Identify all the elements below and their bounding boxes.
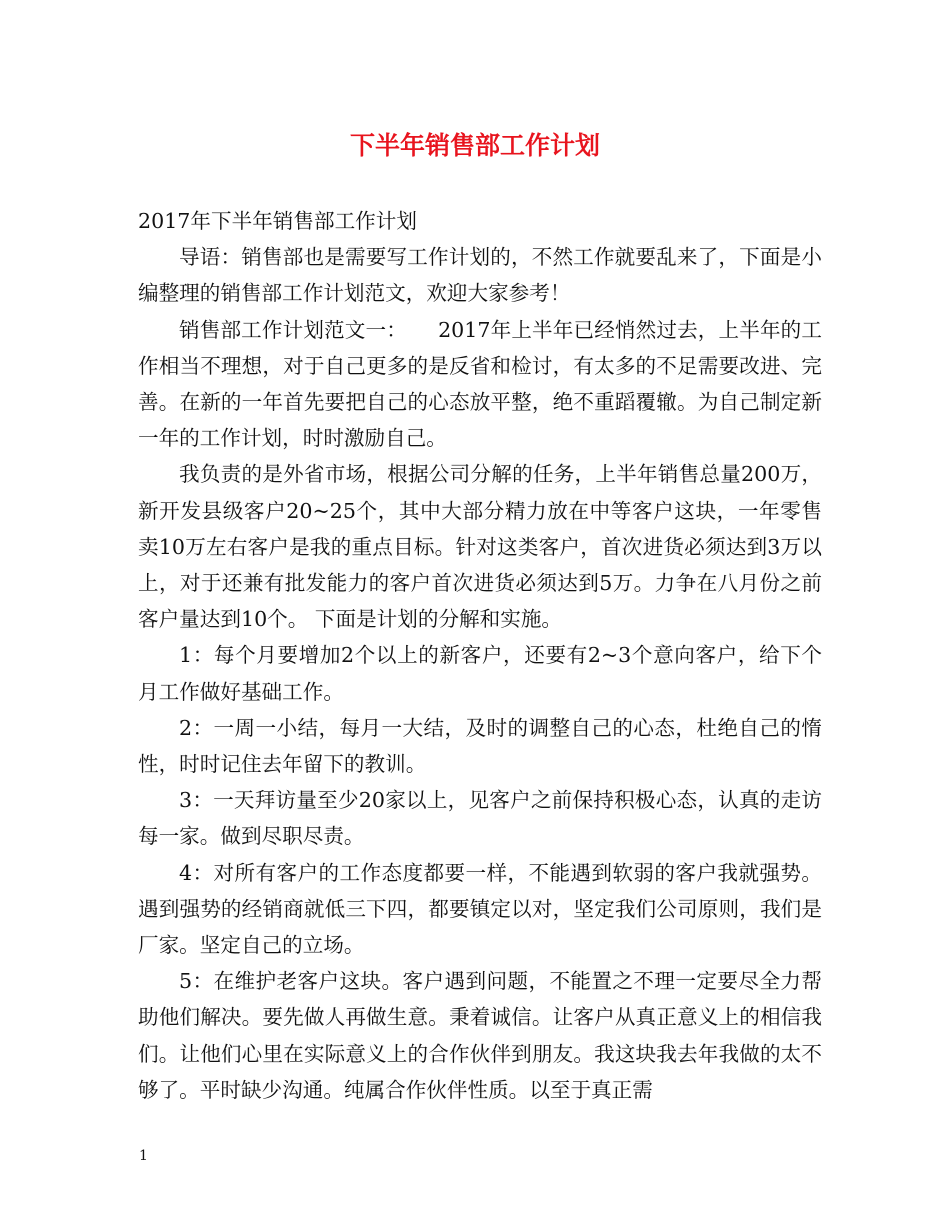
- plan-item-4: 4：对所有客户的工作态度都要一样，不能遇到软弱的客户我就强势。遇到强势的经销商就低三下四，都要镇定以对，坚定我们公司原则，我们是厂家。坚定自己的立场。: [138, 860, 822, 958]
- plan-item-5: 5：在维护老客户这块。客户遇到问题，不能置之不理一定要尽全力帮助他们解决。要先做人再做生意。秉着诚信。让客户从真正意义上的相信我们。让他们心里在实际意义上的合作伙伴到朋友。我这块我去年我做的太不够了。平时缺少沟通。纯属合作伙伴性质。以至于真正需: [138, 969, 822, 1102]
- document-body: [138, 203, 822, 1108]
- plan-item-2: 2：一周一小结，每月一大结，及时的调整自己的心态，杜绝自己的惰性，时时记住去年留下的教训。: [138, 715, 822, 777]
- document-title: 下半年销售部工作计划: [349, 131, 600, 160]
- page-number: 1: [139, 1148, 148, 1164]
- plan-item-3: 3：一天拜访量至少20家以上，见客户之前保持积极心态，认真的走访每一家。做到尽职尽责。: [138, 788, 822, 849]
- paragraph-sample-one: 销售部工作计划范文一： 2017年上半年已经悄然过去，上半年的工作相当不理想，对于自己更多的是反省和检讨，有太多的不足需要改进、完善。在新的一年首先要把自己的心态放平整，绝不重蹈覆辙。为自己制定新一年的工作计划，时时激励自己。: [138, 317, 822, 451]
- paragraph-intro: 导语：销售部也是需要写工作计划的，不然工作就要乱来了，下面是小编整理的销售部工作计划范文，欢迎大家参考！: [138, 245, 822, 306]
- plan-item-1: 1：每个月要增加2个以上的新客户，还要有2~3个意向客户，给下个月工作做好基础工作。: [138, 643, 822, 704]
- paragraph-responsibility: 我负责的是外省市场，根据公司分解的任务，上半年销售总量200万，新开发县级客户20~25个，其中大部分精力放在中等客户这块，一年零售卖10万左右客户是我的重点目标。针对这类客户，首次进货必须达到3万以上，对于还兼有批发能力的客户首次进货必须达到5万。力争在八月份之前客户量达到10个。 下面是计划的分解和实施。: [138, 462, 822, 632]
- document-subtitle: 2017年下半年销售部工作计划: [138, 209, 417, 233]
